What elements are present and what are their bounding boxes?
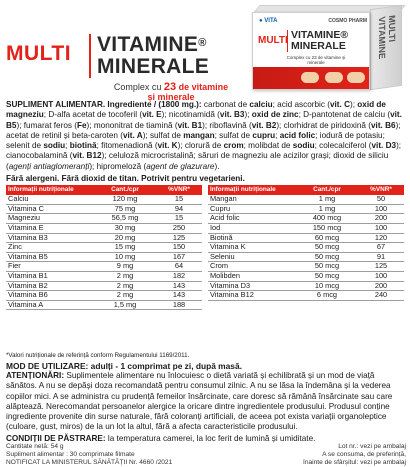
nutrient-amount: 2 mg [94,272,156,282]
nutrient-amount: 1,5 mg [94,300,156,310]
nutrient-name: Iod [208,224,296,234]
nutrient-vnr: 100 [358,204,404,214]
nutrient-vnr: 120 [358,233,404,243]
nutrient-vnr: 125 [358,262,404,272]
nutrient-name: Vitamina B5 [6,252,94,262]
nutrient-vnr: 94 [156,204,202,214]
nutrient-name: Mangan [208,195,296,204]
nutrient-vnr: 67 [358,243,404,253]
nutrient-name: Biotină [208,233,296,243]
nutrient-name: Molibden [208,272,296,282]
nutrient-vnr: 125 [156,233,202,243]
tablet-icon [325,72,343,83]
nutrient-name: Magneziu [6,214,94,224]
nutrient-name: Acid folic [208,214,296,224]
reference-footnote: *Valori nutriționale de referință conform Regulamentului 1169/2011. [6,352,190,359]
nutrient-name: Vitamina B6 [6,291,94,301]
nutrient-amount: 50 mcg [296,272,358,282]
box-complex: Complex cu 23 de vitamine și minerale [286,55,346,65]
nutrient-vnr: 150 [156,243,202,253]
table-row [208,243,404,253]
nutrient-vnr: 15 [156,214,202,224]
table-row [6,300,202,310]
registered-mark: ® [198,37,207,49]
nutrient-amount: 75 mg [94,204,156,214]
nutrient-vnr: 50 [358,195,404,204]
table-row [6,272,202,282]
nutrient-amount: 10 mcg [296,281,358,291]
package-info-right: Lot nr.: vezi pe ambalaj A se consuma, de preferință, înainte de sfârșitul: vezi pe ambalaj [303,443,406,466]
nutrient-vnr: 200 [358,214,404,224]
nutrient-amount: 50 mcg [296,262,358,272]
table-row [6,195,202,204]
table-header: Informații nutriționale Cant./cpr %VNR* [208,185,404,195]
title-line2: MINERALE [97,55,210,78]
nutrient-amount: 6 mcg [296,291,358,301]
warnings-paragraph: ATENȚIONĂRI: Suplimentele alimentare nu înlocuiesc o dietă variată și echilibrată și un mod de viață sănătos. A nu se depăși doza recomandată pentru consumul zilnic. A nu se lăsa la îndemâna și la vederea copiilor mici. A se administra cu prudență femeilor însărcinate, care doresc să rămână însărcinate sau care alăptează. Nerecomandat persoanelor alergice la oricare dintre ingredientele produsului. Produsul conține ingrediente provenite din surse naturale, fără coloranți artificiali, de aceea pot exista variații organoleptice (culoare, gust, miros) de la un lot la altul, fără a afecta caracteristicile produsului. [6,371,393,432]
nutrient-amount: 15 mg [94,243,156,253]
storage-conditions: CONDIȚII DE PĂSTRARE: la temperatura camerei, la loc ferit de lumină și umiditate. [6,434,316,443]
brand-logo: ● VITA [259,18,278,24]
nutrient-amount: 120 mg [94,195,156,204]
nutrient-name: Vitamina E [6,224,94,234]
nutrient-name: Vitamina K [208,243,296,253]
tablet-icon [301,72,319,83]
nutrient-vnr: 167 [156,252,202,262]
usage-instructions: MOD DE UTILIZARE: adulți - 1 comprimat pe zi, după masă. [6,361,242,371]
nutrient-amount: 56,5 mg [94,214,156,224]
nutrient-vnr: 188 [156,300,202,310]
multi-label: MULTI [6,42,72,65]
table-row [6,224,202,234]
tablet-icon [347,72,365,83]
product-header [0,0,410,102]
nutrient-amount: 2 mg [94,291,156,301]
nutrient-amount: 2 mg [94,281,156,291]
nutrient-vnr: 64 [156,262,202,272]
nutrient-vnr: 143 [156,291,202,301]
table-row [6,291,202,301]
nutrient-amount: 1 mg [296,204,358,214]
nutrient-amount: 20 mg [94,233,156,243]
nutrient-vnr: 240 [358,291,404,301]
product-box-image [248,4,408,94]
nutrient-name: Vitamina B2 [6,281,94,291]
nutrient-name: Seleniu [208,252,296,262]
box-red-strip [253,67,369,89]
nutrient-name: Vitamina D3 [208,281,296,291]
nutrient-vnr: 15 [156,195,202,204]
table-row [208,272,404,282]
allergen-statement: Fără alergeni. Fără dioxid de titan. Potrivit pentru vegetarieni. [6,174,245,183]
ingredients-paragraph: SUPLIMENT ALIMENTAR. Ingrediente / (1800 mg.): carbonat de calciu; acid ascorbic (vit. C); oxid de magneziu; D-alfa acetat de tocoferil (vit. E); nicotinamidă (vit. B3); oxid de zinc; D-pantotenat de calciu (vit. B5); fumarat feros (Fe); mononitrat de tiamină (vit. B1); riboflavină (vit. B2); clorhidrat de piridoxină (vit. B6); acetat de retinil și beta-caroten (vit. A); sulfat de mangan; sulfat de cupru; acid folic; iodură de potasiu; selenit de sodiu; biotină; fitomenadionă (vit. K); clorură de crom; molibdat de sodiu; colecalciferol (vit. D3); cianocobalamină (vit. B12); celuloză microcristalină; săruri de magneziu ale acizilor grași; dioxid de siliciu (agenți antiaglomeranți); hipromeloză (agent de glazurare). [6,100,402,171]
nutrient-amount: 150 mcg [296,224,358,234]
nutrient-name: Vitamina A [6,300,94,310]
nutrient-vnr: 200 [358,281,404,291]
nutrient-amount: 50 mcg [296,243,358,253]
table-row [6,252,202,262]
nutrient-vnr: 100 [358,272,404,282]
nutrient-name: Crom [208,262,296,272]
nutrient-amount: 50 mcg [296,252,358,262]
box-title: VITAMINE® MINERALE [287,30,348,52]
complex-subtitle: Complex cu 23 de vitamine și minerale [113,81,229,102]
brand-pharma: COSMO PHARM [328,18,367,24]
nutrient-amount: 60 mcg [296,233,358,243]
nutrient-amount: 1 mg [296,195,358,204]
nutrient-amount: 10 mg [94,252,156,262]
nutrient-vnr: 100 [358,224,404,234]
nutrient-name: Fier [6,262,94,272]
nutrient-amount: 30 mg [94,224,156,234]
table-row [6,243,202,253]
nutrient-name: Vitamina B12 [208,291,296,301]
nutrient-vnr: 250 [156,224,202,234]
nutrient-name: Cupru [208,204,296,214]
nutrient-vnr: 182 [156,272,202,282]
title-line1: VITAMINE [97,33,199,56]
table-header: Informații nutriționale Cant./cpr %VNR* [6,185,202,195]
nutrient-name: Vitamina B1 [6,272,94,282]
nutrient-name: Vitamina C [6,204,94,214]
product-title [89,34,239,78]
nutrient-vnr: 91 [358,252,404,262]
nutrient-amount: 9 mg [94,262,156,272]
nutrient-name: Calciu [6,195,94,204]
nutrient-name: Zinc [6,243,94,253]
table-row [208,224,404,234]
package-info-left: Cantitate netă: 54 g Supliment alimentar : 30 comprimate filmate NOTIFICAT LA MINISTERUL SĂNĂTĂȚII Nr. 4660 /2021 [6,443,173,466]
nutrition-table-left [6,185,202,310]
table-row [208,291,404,301]
table-row [208,195,404,204]
box-multi-label: MULTI [258,35,288,46]
nutrition-table-right [208,185,404,301]
box-side-text: MULTI VITAMINE [377,14,397,60]
nutrient-amount: 400 mcg [296,214,358,224]
nutrient-vnr: 143 [156,281,202,291]
nutrient-name: Vitamina B3 [6,233,94,243]
